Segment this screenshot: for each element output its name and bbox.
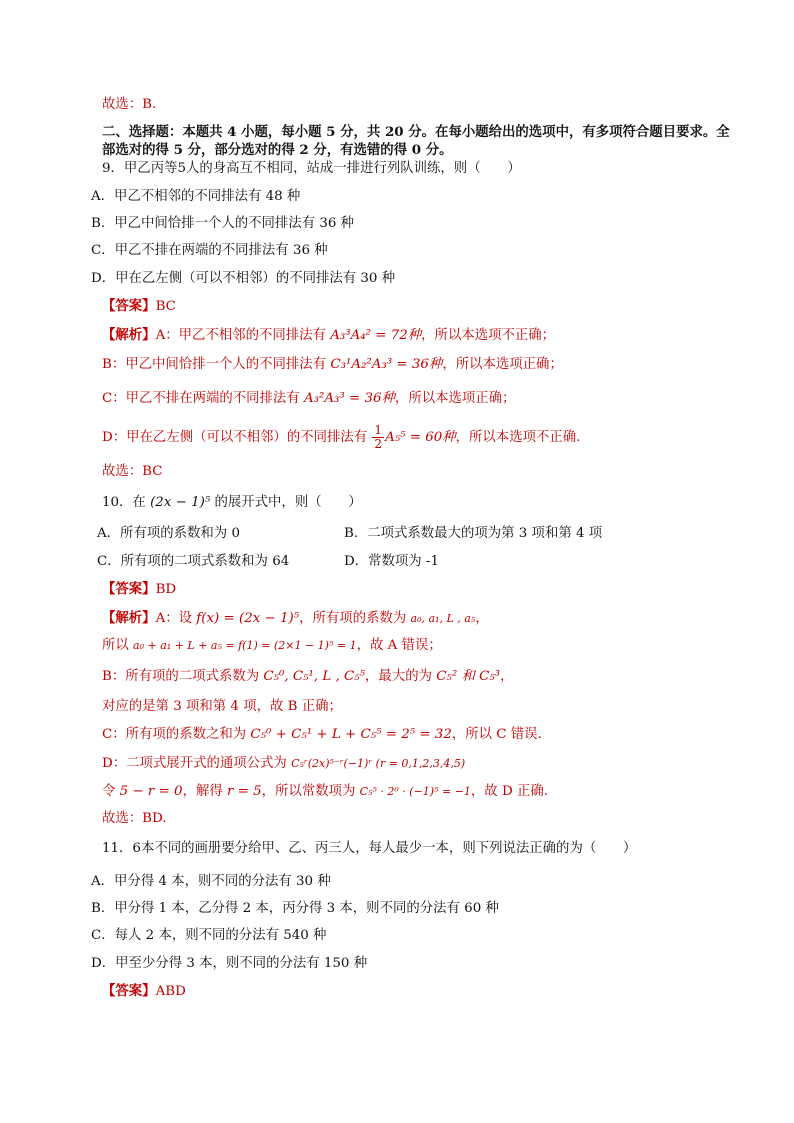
explanation-tag: 【解析】 [102, 610, 156, 626]
q11-option-c: C．每人 2 本，则不同的分法有 540 种 [91, 928, 327, 943]
formula: C₅² 和 C₅³ [436, 669, 501, 684]
explanation-text: ，所以 C 错误. [451, 727, 542, 742]
formula: A₃²A₃³ = 36种 [303, 391, 395, 406]
explanation-text: B：所有项的二项式系数为 [102, 669, 264, 684]
fraction-denominator: 2 [374, 437, 383, 451]
q9-explanation-d [102, 424, 580, 451]
q9-option-a: A．甲乙不相邻的不同排法有 48 种 [91, 189, 301, 204]
explanation-text: ，最大的为 [365, 669, 437, 684]
explanation-text: ，所以本选项正确； [394, 391, 516, 406]
formula: A₅⁵ = 60种 [385, 430, 456, 445]
q10-explanation-c [102, 726, 542, 744]
q10-conclusion: 故选：BD. [102, 811, 167, 826]
q10-explanation-b2: 对应的是第 3 项和第 4 项，故 B 正确； [102, 699, 342, 714]
q9-answer [102, 297, 176, 316]
section-heading-line2: 部选对的得 5 分，部分选对的得 2 分，有选错的得 0 分。 [102, 142, 453, 158]
formula: (2x − 1)⁵ [150, 495, 211, 510]
explanation-text: ，所以常数项为 [261, 784, 360, 799]
answer-tag: 【答案】 [102, 298, 156, 314]
explanation-text: 令 [102, 784, 120, 799]
q9-option-d: D．甲在乙左侧（可以不相邻）的不同排法有 30 种 [91, 271, 396, 286]
explanation-text: A：甲乙不相邻的不同排法有 [155, 328, 331, 343]
q9-explanation-b [102, 356, 563, 374]
formula: a₀ + a₁ + L + a₅ = f(1) = (2×1 − 1)⁵ = 1 [133, 639, 357, 652]
q10-explanation-d2 [102, 783, 548, 801]
q11-option-b: B．甲分得 1 本，乙分得 2 本，丙分得 3 本，则不同的分法有 60 种 [91, 901, 499, 916]
question-10 [102, 494, 362, 512]
q10-explanation-b: B：所有项的二项式系数为 C₅⁰, C₅¹, L , C₅⁵，最大的为 C₅² 和 C₅³， [102, 669, 514, 684]
explanation-text: ，故 D 正确. [470, 784, 548, 799]
explanation-text: ，解得 [182, 784, 227, 799]
explanation-text: D：二项式展开式的通项公式为 [102, 756, 292, 771]
answer-value: ABD [155, 984, 186, 999]
explanation-text: ，所以本选项正确； [442, 357, 563, 372]
explanation-tag: 【解析】 [102, 327, 156, 343]
question-text: 的展开式中，则（ ） [210, 495, 362, 510]
explanation-text: A：设 [155, 611, 197, 626]
question-11: 11．6本不同的画册要分给甲、乙、丙三人，每人最少一本，则下列说法正确的为（ ） [102, 841, 637, 856]
fraction-numerator: 1 [374, 423, 383, 437]
answer-conclusion: 故选：B. [102, 97, 157, 112]
answer-tag: 【答案】 [102, 983, 156, 999]
explanation-text: C：所有项的系数之和为 [102, 727, 251, 742]
formula: C₃¹A₂²A₃³ = 36种 [330, 357, 443, 372]
q10-option-b: B．二项式系数最大的项为第 3 项和第 4 项 [344, 526, 603, 541]
q9-conclusion: 故选：BC [102, 464, 163, 479]
formula: C₅⁵ · 2⁰ · (−1)⁵ = −1 [359, 785, 471, 798]
formula: 5 − r = 0 [119, 784, 183, 799]
answer-value: BD [155, 582, 177, 597]
explanation-text: C：甲乙不排在两端的不同排法有 [102, 391, 304, 406]
explanation-text: B：甲乙中间恰排一个人的不同排法有 [102, 357, 331, 372]
explanation-text: ，所有项的系数为 [299, 611, 411, 626]
explanation-text: 所以 [102, 638, 134, 653]
answer-tag: 【答案】 [102, 581, 156, 597]
q10-explanation-a2 [102, 637, 442, 655]
answer-value: BC [155, 299, 176, 314]
formula: C₅⁰, C₅¹, L , C₅⁵ [263, 669, 366, 684]
section-heading-line1: 二、选择题：本题共 4 小题，每小题 5 分，共 20 分。在每小题给出的选项中，有多项符合题目要求。全 [102, 124, 730, 140]
q9-option-b: B．甲乙中间恰排一个人的不同排法有 36 种 [91, 216, 355, 231]
q9-explanation-c [102, 390, 515, 408]
formula: C₅⁰ + C₅¹ + L + C₅⁵ = 2⁵ = 32 [250, 727, 452, 742]
q10-option-d: D．常数项为 -1 [344, 554, 439, 569]
q10-option-c: C．所有项的二项式系数和为 64 [97, 554, 290, 569]
formula: C₅ʳ(2x)⁵⁻ʳ(−1)ʳ (r = 0,1,2,3,4,5) [291, 757, 466, 770]
q11-option-a: A．甲分得 4 本，则不同的分法有 30 种 [91, 874, 331, 889]
q11-option-d: D．甲至少分得 3 本，则不同的分法有 150 种 [91, 956, 368, 971]
formula: A₃³A₄² = 72种 [330, 328, 422, 343]
explanation-text: D：甲在乙左侧（可以不相邻）的不同排法有 [102, 430, 372, 445]
fraction [372, 424, 384, 451]
formula: f(x) = (2x − 1)⁵ [196, 611, 300, 626]
formula: a₀, a₁, L , a₅ [410, 612, 476, 625]
q10-explanation-a: 【解析】A：设 f(x) = (2x − 1)⁵，所有项的系数为 a₀, a₁, L , a₅， [102, 610, 489, 626]
question-text: 10．在 [102, 495, 151, 510]
q10-explanation-d [102, 755, 465, 773]
q9-option-c: C．甲乙不排在两端的不同排法有 36 种 [91, 243, 328, 258]
q9-explanation-a [102, 326, 555, 345]
q11-answer [102, 982, 186, 1001]
q10-option-a: A．所有项的系数和为 0 [97, 526, 240, 541]
explanation-text: ，故 A 错误； [356, 638, 442, 653]
question-9: 9．甲乙丙等5人的身高互不相同，站成一排进行列队训练，则（ ） [102, 161, 521, 176]
q10-answer [102, 580, 176, 599]
explanation-text: ，所以本选项不正确. [455, 430, 581, 445]
explanation-text: ，所以本选项不正确； [421, 328, 556, 343]
formula: r = 5 [227, 784, 262, 799]
